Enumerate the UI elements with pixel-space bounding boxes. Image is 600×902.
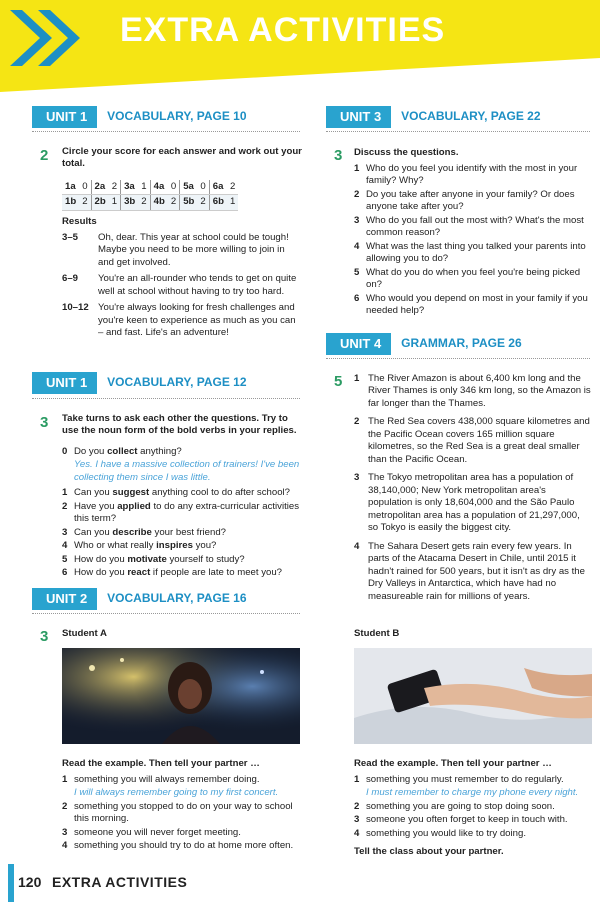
score-value: 0 bbox=[79, 180, 91, 195]
score-key: 4a bbox=[150, 180, 168, 195]
result-row: 3–5 Oh, dear. This year at school could be tough! Maybe you need to be more willing to join in and get involved. bbox=[62, 232, 289, 268]
unit-title: VOCABULARY, PAGE 16 bbox=[107, 591, 247, 606]
score-value: 1 bbox=[109, 195, 121, 210]
unit-title: VOCABULARY, PAGE 22 bbox=[401, 109, 541, 124]
list-item: 2 Have you applied to do any extra-curricular activities this term? bbox=[62, 500, 300, 525]
score-key: 6a bbox=[209, 180, 227, 195]
page-number: 120 bbox=[18, 874, 42, 890]
exercise-number: 3 bbox=[40, 628, 49, 645]
result-row: 10–12 You're always looking for fresh challenges and you're keen to experience as much as you can – and fast. Life's an adventure! bbox=[62, 302, 296, 339]
score-key: 4b bbox=[150, 195, 168, 210]
instruction: Take turns to ask each other the questions. Try to use the noun form of the bold verbs in your replies. bbox=[62, 413, 297, 437]
score-value: 0 bbox=[168, 180, 180, 195]
instruction: Discuss the questions. bbox=[354, 147, 459, 158]
score-value: 2 bbox=[138, 195, 150, 210]
divider bbox=[32, 613, 300, 614]
exercise-number: 3 bbox=[334, 147, 343, 164]
list-item: 2 something you stopped to do on your way to school this morning. bbox=[62, 800, 293, 825]
list-item: 1 Who do you feel you identify with the most in your family? Why? bbox=[354, 163, 578, 187]
example-answer: I will always remember going to my first concert. bbox=[74, 787, 279, 799]
exercise-number: 5 bbox=[334, 373, 343, 390]
unit-header-1b bbox=[32, 372, 247, 394]
unit-title: GRAMMAR, PAGE 26 bbox=[401, 336, 522, 351]
list-item: 3 someone you often forget to keep in touch with. bbox=[354, 814, 568, 826]
score-key: 3b bbox=[121, 195, 139, 210]
list-item: 2 something you are going to stop doing soon. bbox=[354, 800, 555, 812]
score-value: 2 bbox=[109, 180, 121, 195]
score-key: 1b bbox=[62, 195, 79, 210]
score-value: 2 bbox=[197, 195, 209, 210]
list-item: 3 Who do you fall out the most with? What's the most common reason? bbox=[354, 214, 584, 239]
partner-list-a bbox=[62, 774, 302, 854]
score-row bbox=[62, 195, 238, 210]
instruction: Read the example. Then tell your partner … bbox=[62, 758, 260, 769]
list-item: 5 What do you do when you feel you're being picked on? bbox=[354, 266, 581, 291]
score-value: 1 bbox=[138, 180, 150, 195]
example-answer: Yes. I have a massive collection of trainers! I've been collecting them since I was little. bbox=[74, 459, 300, 483]
score-value: 1 bbox=[227, 195, 238, 210]
student-label: Student A bbox=[62, 628, 107, 639]
score-value: 0 bbox=[197, 180, 209, 195]
closing-instruction: Tell the class about your partner. bbox=[354, 846, 504, 857]
list-item: 1 something you must remember to do regularly. bbox=[354, 774, 564, 785]
score-key: 2b bbox=[91, 195, 109, 210]
footer-label: EXTRA ACTIVITIES bbox=[52, 874, 188, 890]
list-item: 4 The Sahara Desert gets rain every few years. In parts of the Atacama Desert in Chile, until 2015 it hadn't rained for 500 years, but it isn't as dry as the Dry Valleys in Antarctica, which have had no measureable rain for millions of years. bbox=[354, 540, 585, 602]
partner-list-b bbox=[354, 774, 592, 841]
list-item: 4 What was the last thing you talked your parents into allowing you to do? bbox=[354, 240, 586, 265]
unit-header-3 bbox=[326, 106, 541, 128]
divider bbox=[32, 131, 300, 132]
score-key: 2a bbox=[91, 180, 109, 195]
phone-photo bbox=[354, 648, 592, 744]
list-item: 1 something you will always remember doing. bbox=[62, 774, 260, 785]
instruction: Read the example. Then tell your partner … bbox=[354, 758, 552, 769]
unit-header-1a bbox=[32, 106, 247, 128]
exercise-number: 2 bbox=[40, 147, 49, 164]
unit-tag: UNIT 3 bbox=[326, 106, 391, 128]
list-item: 3 The Tokyo metropolitan area has a population of 38,140,000; New York metropolitan area's population is only 18,604,000 and the São Paulo metropolitan area has a population of 21,297,000, so Tokyo is easily the biggest city. bbox=[354, 472, 580, 534]
list-item: 4 something you would like to try doing. bbox=[354, 827, 526, 839]
unit-title: VOCABULARY, PAGE 12 bbox=[107, 375, 247, 390]
list-item: 1 Can you suggest anything cool to do after school? bbox=[62, 487, 291, 499]
list-item: 3 someone you will never forget meeting. bbox=[62, 826, 241, 838]
score-key: 3a bbox=[121, 180, 139, 195]
score-key: 6b bbox=[209, 195, 227, 210]
unit-header-4 bbox=[326, 333, 522, 355]
results-list bbox=[62, 232, 302, 344]
score-key: 1a bbox=[62, 180, 79, 195]
concert-photo bbox=[62, 648, 300, 744]
score-value: 2 bbox=[227, 180, 238, 195]
list-item: 4 something you should try to do at home more often. bbox=[62, 840, 294, 852]
unit-tag: UNIT 4 bbox=[326, 333, 391, 355]
instruction: Circle your score for each answer and work out your total. bbox=[62, 146, 302, 170]
list-item: 6 Who would you depend on most in your family if you needed help? bbox=[354, 292, 588, 317]
unit-title: VOCABULARY, PAGE 10 bbox=[107, 109, 247, 124]
divider bbox=[32, 398, 300, 399]
list-item: 4 Who or what really inspires you? bbox=[62, 540, 217, 552]
unit-tag: UNIT 1 bbox=[32, 106, 97, 128]
page-title: EXTRA ACTIVITIES bbox=[120, 11, 446, 49]
question-list bbox=[354, 163, 592, 319]
score-row bbox=[62, 180, 238, 195]
score-table bbox=[62, 180, 238, 211]
result-row: 6–9 You're an all-rounder who tends to get on quite well at school without having to try too hard. bbox=[62, 273, 297, 297]
list-item: 3 Can you describe your best friend? bbox=[62, 526, 227, 538]
exercise-number: 3 bbox=[40, 414, 49, 431]
question-list bbox=[62, 446, 302, 581]
results-label: Results bbox=[62, 216, 97, 227]
score-value: 2 bbox=[168, 195, 180, 210]
list-item: 2 Do you take after anyone in your family? Or does anyone take after you? bbox=[354, 188, 575, 213]
divider bbox=[326, 358, 590, 359]
score-key: 5b bbox=[180, 195, 198, 210]
student-label: Student B bbox=[354, 628, 400, 639]
grammar-list bbox=[354, 373, 592, 609]
footer-accent bbox=[8, 864, 14, 902]
list-item: 2 The Red Sea covers 438,000 square kilometres and the Pacific Ocean covers 165 million square kilometres, so the Red Sea is a great deal smaller than the Pacific Ocean. bbox=[354, 416, 590, 465]
list-item: 1 The River Amazon is about 6,400 km long and the River Thames is only 346 km long, so the Amazon is far longer than the Thames. bbox=[354, 373, 591, 409]
list-item: 5 How do you motivate yourself to study? bbox=[62, 553, 245, 565]
score-key: 5a bbox=[180, 180, 198, 195]
unit-tag: UNIT 1 bbox=[32, 372, 97, 394]
unit-header-2 bbox=[32, 588, 247, 610]
divider bbox=[326, 131, 590, 132]
score-value: 2 bbox=[79, 195, 91, 210]
list-item: 0 Do you collect anything? bbox=[62, 446, 182, 457]
unit-tag: UNIT 2 bbox=[32, 588, 97, 610]
example-answer: I must remember to charge my phone every night. bbox=[366, 787, 579, 799]
list-item: 6 How do you react if people are late to meet you? bbox=[62, 567, 282, 579]
